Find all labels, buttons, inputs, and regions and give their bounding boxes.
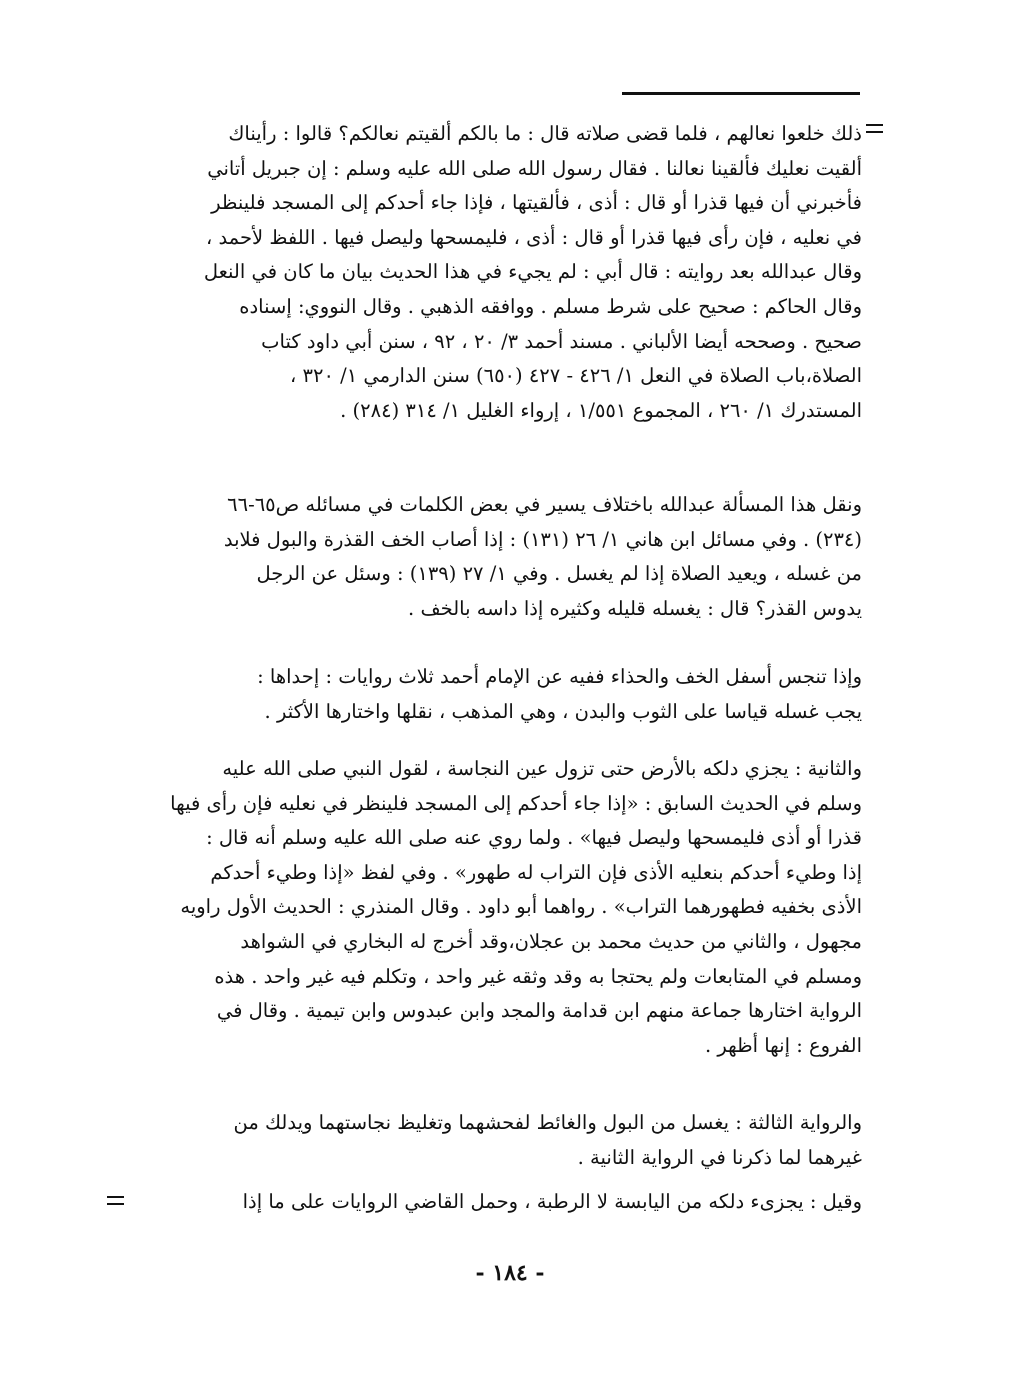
footnote-paragraph-5 (148, 1106, 862, 1175)
text-line: وقال عبدالله بعد روايته : قال أبي : لم يجيء في هذا الحديث بيان ما كان في النعل (203, 260, 862, 284)
footnote-paragraph-6 (148, 1185, 862, 1220)
text-line: وإذا تنجس أسفل الخف والحذاء ففيه عن الإمام أحمد ثلاث روايات : إحداها : (257, 665, 862, 688)
text-line: قذرا أو أذى فليمسحها وليصل فيها» . ولما روي عنه صلى الله عليه وسلم أنه قال : (206, 826, 862, 850)
footnote-paragraph-4 (148, 752, 862, 1063)
text-line: ومسلم في المتابعات ولم يحتجا به وقد وثقه غير واحد ، وتكلم فيه غير واحد . هذه (214, 964, 862, 988)
text-line: يجب غسله قياسا على الثوب والبدن ، وهي المذهب ، نقلها واختارها الأكثر . (264, 699, 862, 723)
text-line: والرواية الثالثة : يغسل من البول والغائط لفحشهما وتغليظ نجاستهما ويدلك من (233, 1111, 862, 1134)
footnote-separator-rule (622, 92, 860, 95)
text-line: ألقيت نعليك فألقينا نعالنا . فقال رسول الله صلى الله عليه وسلم : إن جبريل أتاني (207, 156, 862, 180)
text-line: المستدرك ١/ ٢٦٠ ، المجموع ١/٥٥١ ، إرواء الغليل ١/ ٣١٤ (٢٨٤) . (340, 398, 862, 422)
footnote-paragraph-3 (148, 660, 862, 729)
footnote-paragraph-1 (148, 117, 862, 428)
text-line: صحيح . وصححه أيضا الألباني . مسند أحمد ٣/ ٢٠ ، ٩٢ ، سنن أبي داود كتاب (261, 329, 862, 353)
text-line: الصلاة،باب الصلاة في النعل ١/ ٤٢٦ - ٤٢٧ (٦٥٠) سنن الدارمي ١/ ٣٢٠ ، (290, 364, 862, 388)
text-line: فأخبرني أن فيها قذرا أو قال : أذى ، فألقيتها ، فإذا جاء أحدكم إلى المسجد فلينظر (211, 191, 862, 215)
text-line: غيرهما لما ذكرنا في الرواية الثانية . (577, 1145, 862, 1169)
text-line: وقال الحاكم : صحيح على شرط مسلم . ووافقه الذهبي . وقال النووي: إسناده (239, 294, 862, 318)
text-line: مجهول ، والثاني من حديث محمد بن عجلان،وقد أخرج له البخاري في الشواهد (240, 929, 862, 953)
text-line: الرواية اختارها جماعة منهم ابن قدامة والمجد وابن عبدوس وابن تيمية . وقال في (216, 999, 862, 1023)
text-line: إذا وطيء أحدكم بنعليه الأذى فإن التراب له طهور» . وفي لفظ «إذا وطيء أحدكم (210, 860, 862, 884)
text-line: ذلك خلعوا نعالهم ، فلما قضى صلاته قال : ما بالكم ألقيتم نعالكم؟ قالوا : رأيناك (228, 122, 862, 145)
text-line: الفروع : إنها أظهر . (704, 1033, 862, 1057)
continuation-marker-top (866, 124, 883, 133)
continuation-marker-bottom (107, 1196, 124, 1205)
text-line: وقيل : يجزىء دلكه من اليابسة لا الرطبة ، وحمل القاضي الروايات على ما إذا (242, 1190, 862, 1213)
text-line: والثانية : يجزي دلكه بالأرض حتى تزول عين النجاسة ، لقول النبي صلى الله عليه (222, 757, 862, 780)
text-line: وسلم في الحديث السابق : «إذا جاء أحدكم إلى المسجد فلينظر في نعليه فإن رأى فيها (170, 791, 862, 815)
text-line: في نعليه ، فإن رأى فيها قذرا أو قال : أذى ، فليمسحها وليصل فيها . اللفظ لأحمد ، (205, 225, 862, 249)
text-line: (٢٣٤) . وفي مسائل ابن هاني ١/ ٢٦ (١٣١) : إذا أصاب الخف القذرة والبول فلابد (223, 527, 862, 551)
text-line: ونقل هذا المسألة عبدالله باختلاف يسير في بعض الكلمات في مسائله ص٦٥-٦٦ (227, 493, 862, 516)
footnote-paragraph-2 (148, 488, 862, 626)
text-line: من غسله ، ويعيد الصلاة إذا لم يغسل . وفي ١/ ٢٧ (١٣٩) : وسئل عن الرجل (256, 562, 862, 586)
text-line: الأذى بخفيه فطهورهما التراب» . رواهما أبو داود . وقال المنذري : الحديث الأول راويه (180, 895, 862, 919)
text-line: يدوس القذر؟ قال : يغسله قليله وكثيره إذا داسه بالخف . (408, 596, 862, 620)
page-number: - ١٨٤ - (475, 1260, 545, 1286)
